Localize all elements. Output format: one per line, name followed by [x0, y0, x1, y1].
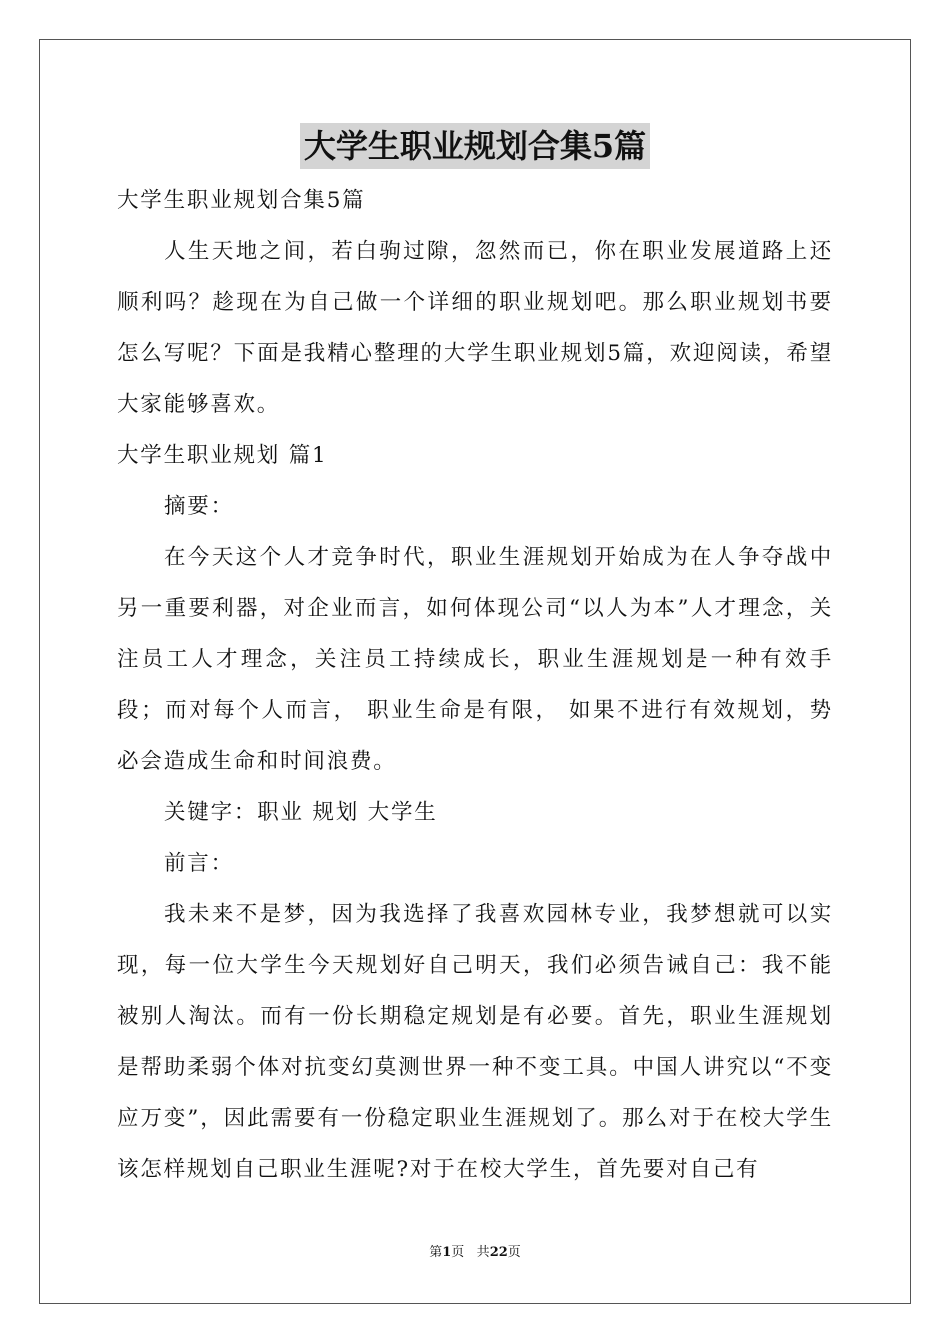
- paragraph: 前言：: [164, 851, 234, 876]
- paragraph: 人生天地之间，若白驹过隙，忽然而已，你在职业发展道路上还顺利吗？趁现在为自己做一个详细的职业规划吧。那么职业规划书要怎么写呢？下面是我精心整理的大学生职业规划5篇，欢迎阅读，希望大家能够喜欢。: [117, 239, 833, 417]
- footer-total-suffix: 页: [507, 1245, 521, 1260]
- paragraph: 摘要：: [164, 494, 234, 519]
- paragraph: 在今天这个人才竞争时代，职业生涯规划开始成为在人争夺战中另一重要利器，对企业而言，如何体现公司“以人为本”人才理念，关注员工人才理念，关注员工持续成长，职业生涯规划是一种有效手段；而对每个人而言， 职业生命是有限， 如果不进行有效规划，势必会造成生命和时间浪费。: [117, 545, 833, 774]
- paragraph: 关键字：职业 规划 大学生: [164, 800, 438, 825]
- section-heading: 大学生职业规划 篇1: [117, 443, 328, 468]
- paragraph: 我未来不是梦，因为我选择了我喜欢园林专业，我梦想就可以实现，每一位大学生今天规划好自己明天，我们必须告诫自己：我不能被别人淘汰。而有一份长期稳定规划是有必要。首先，职业生涯规划是帮助柔弱个体对抗变幻莫测世界一种不变工具。中国人讲究以“不变应万变”，因此需要有一份稳定职业生涯规划了。那么对于在校大学生该怎样规划自己职业生涯呢?对于在校大学生，首先要对自己有: [117, 902, 833, 1182]
- paragraph: 大学生职业规划合集5篇: [117, 188, 366, 213]
- footer-page-number: 1: [442, 1245, 452, 1260]
- page-footer: [0, 1243, 950, 1263]
- footer-total-prefix: 共: [476, 1245, 490, 1260]
- footer-page-suffix: 页: [451, 1245, 465, 1260]
- document-body: [117, 175, 833, 1195]
- document-title: 大学生职业规划合集5篇: [300, 123, 650, 169]
- title-container: [0, 123, 950, 169]
- footer-total-pages: 22: [489, 1245, 508, 1260]
- footer-prefix: 第: [429, 1245, 443, 1260]
